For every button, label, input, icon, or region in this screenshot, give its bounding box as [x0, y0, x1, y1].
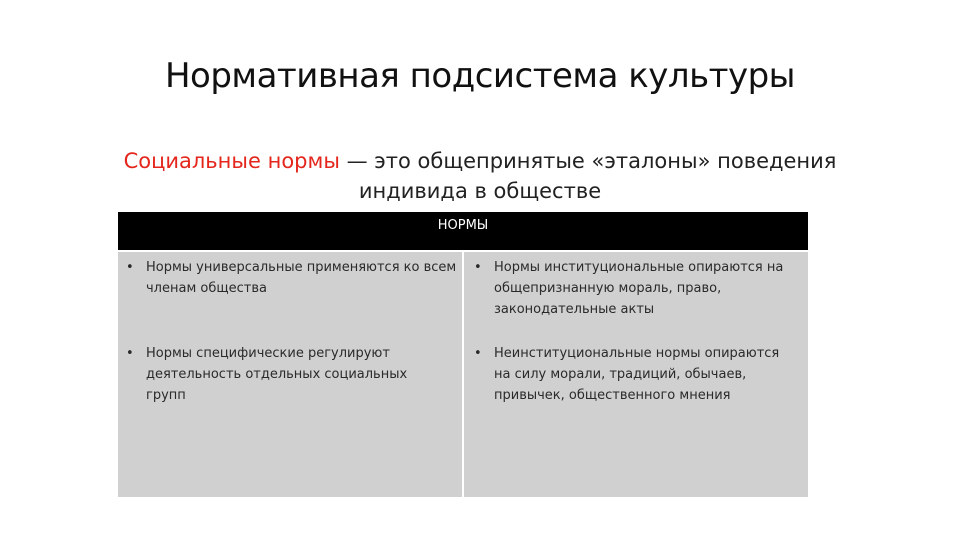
bullet-icon: •: [126, 260, 134, 275]
definition-term: Социальные нормы: [123, 149, 340, 173]
list-item-text: Нормы специфические регулируют деятельность отдельных социальных групп: [146, 346, 408, 403]
table-body: [118, 252, 808, 497]
bullet-icon: •: [126, 346, 134, 361]
norms-table: [118, 212, 808, 497]
list-item-non-institutional-norms: [474, 343, 794, 406]
list-item-text: Неинституциональные нормы опираются на силу морали, традиций, обычаев, привычек, общественного мнения: [494, 346, 780, 403]
column-divider: [462, 252, 464, 497]
definition-text: [60, 146, 900, 206]
slide-title: Нормативная подсистема культуры: [164, 56, 796, 96]
list-item-universal-norms: [126, 257, 462, 299]
definition-rest-line1: — это общепринятые «эталоны» поведения: [339, 149, 837, 173]
list-item-specific-norms: [126, 343, 446, 406]
table-header-label: НОРМЫ: [437, 218, 489, 233]
list-item-text: Нормы универсальные применяются ко всем членам общества: [146, 260, 457, 296]
bullet-icon: •: [474, 260, 482, 275]
list-item-institutional-norms: [474, 257, 804, 320]
list-item-text: Нормы институциональные опираются на общепризнанную мораль, право, законодательные акты: [494, 260, 784, 317]
definition-rest-line2: индивида в обществе: [358, 179, 602, 203]
table-header: [118, 212, 808, 252]
bullet-icon: •: [474, 346, 482, 361]
